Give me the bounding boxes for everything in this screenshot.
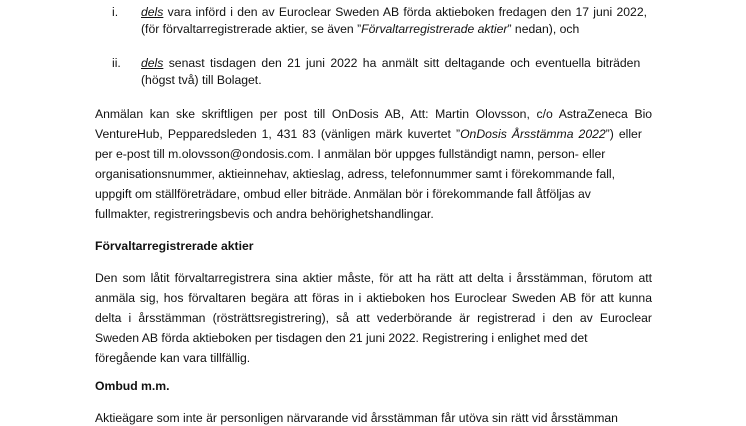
nominee-line-2: anmäla sig, hos förvaltaren begära att föras in i aktieboken hos Euroclear Sweden AB för att kunna [95,291,652,305]
registration-line-2-pre: VentureHub, Pepparedsleden 1, 431 83 (vänligen märk kuvertet ” [95,127,461,141]
nominee-line-4: Sweden AB förda aktieboken per tisdagen den 21 juni 2022. Registrering i enlighet med det [95,331,588,345]
list-item-i-line-1 [141,4,647,20]
list-marker-i: i. [112,5,119,19]
list-item-i-line-2 [141,21,579,37]
registration-line-2 [95,126,642,142]
list-item-ii-lead: dels [141,56,164,70]
registration-line-5: uppgift om ställföreträdare, ombud eller biträde. Anmälan bör i förekommande fall åtföljas av [95,187,591,201]
list-item-ii-line-1 [141,55,640,71]
registration-line-4: organisationsnummer, aktieinnehav, aktieslag, adress, telefonnummer samt i förekommande fall, [95,167,616,181]
list-marker-ii: ii. [112,56,121,70]
envelope-label: OnDosis Årsstämma 2022 [460,127,606,141]
registration-line-1: Anmälan kan ske skriftligen per post till OnDosis AB, Att: Martin Olovsson, c/o AstraZeneca Bio [95,107,653,121]
nominee-heading: Förvaltarregistrerade aktier [95,239,254,253]
list-item-ii-text: senast tisdagen den 21 juni 2022 ha anmält sitt deltagande och eventuella biträden [163,56,641,70]
nominee-line-3: delta i årsstämman (rösträttsregistrering), så att vederbörande är registrerad i den av Euroclear [95,311,652,325]
nominee-line-1: Den som låtit förvaltarregistrera sina aktier måste, för att ha rätt att delta i årsstämman, förutom att [95,271,653,285]
list-item-ii-line-2: (högst två) till Bolaget. [141,73,262,87]
registration-line-6: fullmakter, registreringsbevis och andra behörighetshandlingar. [95,207,434,221]
proxy-line-1-cut: Aktieägare som inte är personligen närvarande vid årsstämman får utöva sin rätt vid årsstämman [95,411,618,425]
nominee-line-5: föregående kan vara tillfällig. [95,351,251,365]
list-item-i-lead: dels [141,5,164,19]
proxy-heading: Ombud m.m. [95,379,170,393]
list-item-i-line-2-post: ” nedan), och [507,22,580,36]
list-item-i-line-2-pre: (för förvaltarregistrerade aktier, se även ” [141,22,362,36]
list-item-i-text: vara införd i den av Euroclear Sweden AB förda aktieboken fredagen den 17 juni 2022, [163,5,647,19]
registration-line-3: per e-post till m.olovsson@ondosis.com. I anmälan bör uppges fullständigt namn, person- eller [95,147,606,161]
registration-line-2-post: ”) eller [605,127,642,141]
list-item-i-italic-ref: Förvaltarregistrerade aktier [361,22,508,36]
